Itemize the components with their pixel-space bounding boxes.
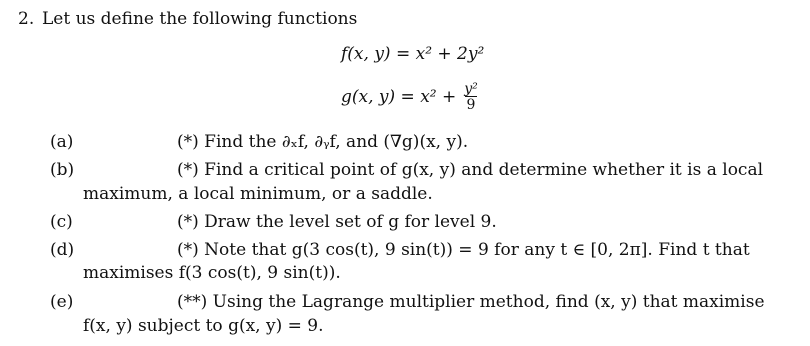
equation-f: f(x, y) = x² + 2y² bbox=[341, 44, 485, 64]
part-d-text: (*) Note that g(3 cos(t), 9 sin(t)) = 9 for any t ∈ [0, 2π]. Find t that bbox=[177, 240, 750, 260]
part-c-label: (c) bbox=[50, 212, 73, 232]
part-b-text: (*) Find a critical point of g(x, y) and determine whether it is a local bbox=[177, 160, 764, 180]
part-d-text-continued: maximises f(3 cos(t), 9 sin(t)). bbox=[83, 263, 341, 283]
equation-g-numerator: y² bbox=[464, 81, 478, 97]
equation-g-fraction bbox=[462, 82, 480, 112]
equation-g-denominator: 9 bbox=[466, 97, 476, 113]
part-e-text-continued: f(x, y) subject to g(x, y) = 9. bbox=[83, 316, 324, 336]
part-b-text-continued: maximum, a local minimum, or a saddle. bbox=[83, 184, 433, 204]
part-e-text: (**) Using the Lagrange multiplier method, find (x, y) that maximise bbox=[177, 292, 765, 312]
equation-g bbox=[341, 76, 480, 118]
part-d-label: (d) bbox=[50, 240, 75, 260]
part-a-text: (*) Find the ∂ₓf, ∂ᵧf, and (∇g)(x, y). bbox=[177, 132, 469, 152]
part-b-label: (b) bbox=[50, 160, 75, 180]
part-e-label: (e) bbox=[50, 292, 74, 312]
part-c-text: (*) Draw the level set of g for level 9. bbox=[177, 212, 497, 232]
problem-number: 2. bbox=[18, 9, 35, 29]
equation-g-lhs: g(x, y) = x² + bbox=[341, 87, 457, 107]
part-a-label: (a) bbox=[50, 132, 74, 152]
problem-intro: Let us define the following functions bbox=[42, 9, 358, 29]
